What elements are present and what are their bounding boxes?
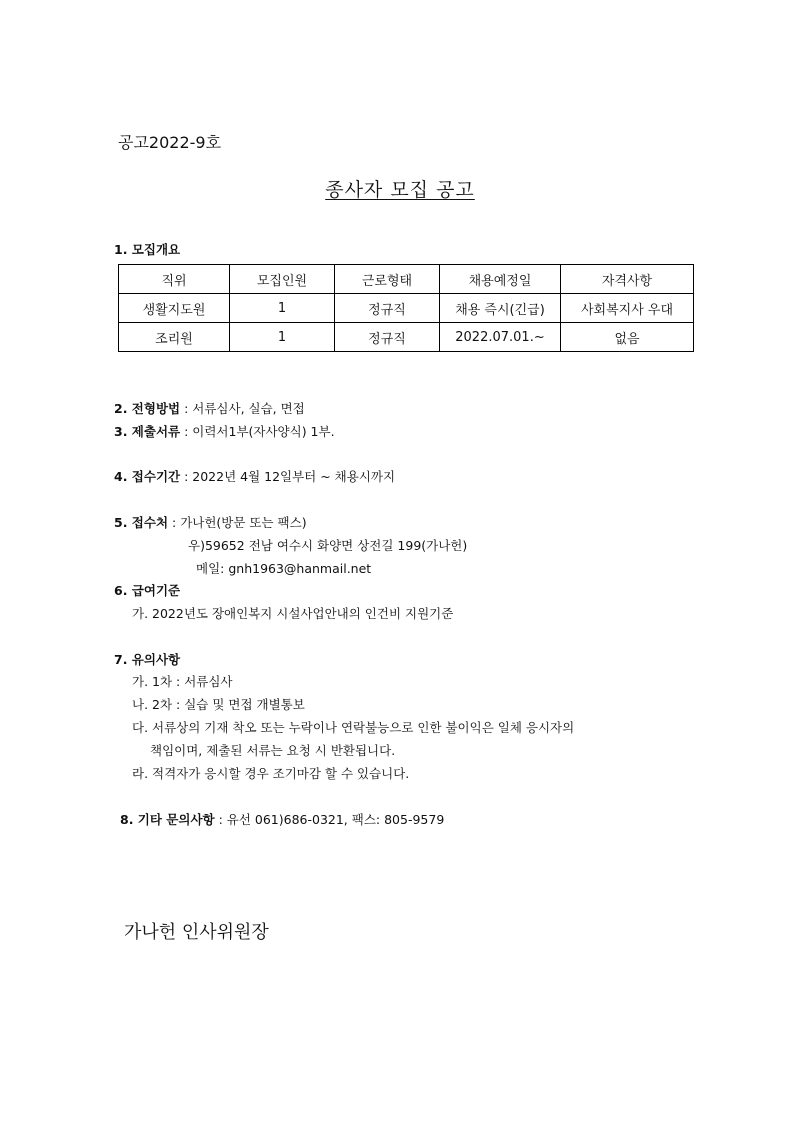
section6-heading: 6. 급여기준 — [114, 583, 181, 598]
section4 — [114, 467, 395, 485]
table-cell: 생활지도원 — [119, 294, 230, 323]
table-cell: 1 — [230, 323, 335, 352]
section1-heading: 1. 모집개요 — [114, 242, 181, 257]
table-cell: 없음 — [561, 323, 694, 352]
section5-text: : 가나헌(방문 또는 팩스) — [168, 515, 307, 530]
table-cell: 정규직 — [335, 323, 440, 352]
section3 — [114, 422, 335, 440]
table-row — [119, 294, 694, 323]
section3-text: : 이력서1부(자사양식) 1부. — [180, 424, 335, 439]
table-cell: 채용 즉시(긴급) — [440, 294, 561, 323]
title-text: 종사자 모집 공고 — [325, 179, 475, 201]
header-position: 직위 — [119, 265, 230, 294]
header-hire-date: 채용예정일 — [440, 265, 561, 294]
section7-item-3: 다. 서류상의 기재 착오 또는 누락이나 연락불능으로 인한 불이익은 일체 응시자의 — [132, 720, 575, 735]
section2 — [114, 399, 305, 417]
table-cell: 정규직 — [335, 294, 440, 323]
section7-heading: 7. 유의사항 — [114, 652, 181, 667]
table-cell: 1 — [230, 294, 335, 323]
section7-item-2: 나. 2차 : 실습 및 면접 개별통보 — [132, 697, 305, 712]
notice-number: 공고2022-9호 — [118, 133, 222, 152]
section8 — [120, 810, 444, 828]
section6-item: 가. 2022년도 장애인복지 시설사업안내의 인건비 지원기준 — [132, 606, 454, 621]
recruitment-table — [118, 264, 694, 352]
section2-label: 2. 전형방법 — [114, 401, 181, 416]
page-title — [0, 175, 800, 202]
section7-item-3-cont: 책임이며, 제출된 서류는 요청 시 반환됩니다. — [150, 743, 396, 758]
table-cell: 사회복지사 우대 — [561, 294, 694, 323]
section8-text: : 유선 061)686-0321, 팩스: 805-9579 — [214, 812, 445, 827]
section2-text: : 서류심사, 실습, 면접 — [180, 401, 305, 416]
section8-label: 8. 기타 문의사항 — [120, 812, 215, 827]
table-cell: 2022.07.01.~ — [440, 323, 561, 352]
section7-item-4: 라. 적격자가 응시할 경우 조기마감 할 수 있습니다. — [132, 766, 410, 781]
section7-item-1: 가. 1차 : 서류심사 — [132, 674, 233, 689]
section5-address: 우)59652 전남 여수시 화양면 상전길 199(가나헌) — [188, 538, 468, 553]
section5 — [114, 513, 307, 531]
section4-text: : 2022년 4월 12일부터 ~ 채용시까지 — [180, 469, 396, 484]
section4-label: 4. 접수기간 — [114, 469, 181, 484]
section5-email: 메일: gnh1963@hanmail.net — [196, 561, 372, 576]
section5-label: 5. 접수처 — [114, 515, 169, 530]
header-qualification: 자격사항 — [561, 265, 694, 294]
table-cell: 조리원 — [119, 323, 230, 352]
header-employment-type: 근로형태 — [335, 265, 440, 294]
table-header-row — [119, 265, 694, 294]
table-row — [119, 323, 694, 352]
issuer-signature-line: 가나헌 인사위원장 — [124, 922, 269, 943]
section3-label: 3. 제출서류 — [114, 424, 181, 439]
header-headcount: 모집인원 — [230, 265, 335, 294]
